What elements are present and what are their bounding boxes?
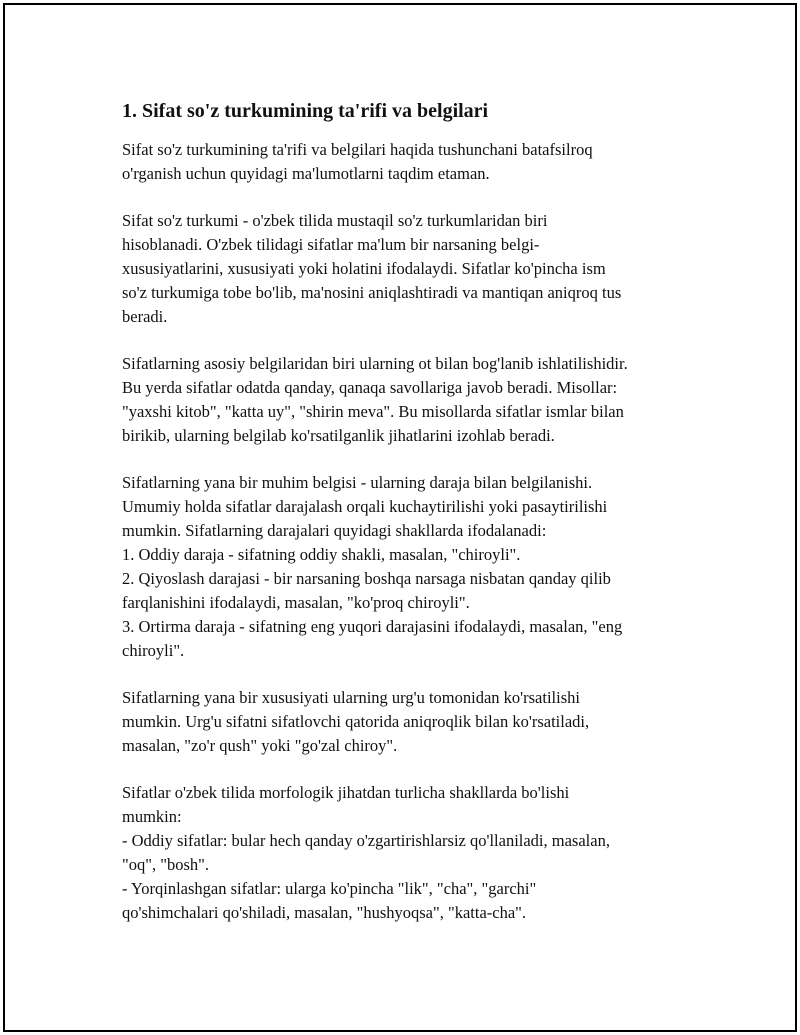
text-line: Sifatlar o'zbek tilida morfologik jihatdan turlicha shakllarda bo'lishi [122,783,570,802]
paragraph-list [122,138,722,925]
document-body [122,98,722,948]
text-line: 2. Qiyoslash darajasi - bir narsaning boshqa narsaga nisbatan qanday qilib [122,569,611,588]
text-line: birikib, ularning belgilab ko'rsatilganlik jihatlarini izohlab beradi. [122,426,555,445]
text-line: qo'shimchalari qo'shiladi, masalan, "hushyoqsa", "katta-cha". [122,903,527,922]
text-line: Sifat so'z turkumining ta'rifi va belgilari haqida tushunchani batafsilroq [122,140,593,159]
text-line: Sifatlarning yana bir muhim belgisi - ularning daraja bilan belgilanishi. [122,473,593,492]
paragraph [122,781,722,925]
paragraph [122,686,722,758]
paragraph [122,471,722,663]
text-line: beradi. [122,307,168,326]
page-frame [3,3,797,1032]
text-line: farqlanishini ifodalaydi, masalan, "ko'proq chiroyli". [122,593,470,612]
text-line: chiroyli". [122,641,185,660]
text-line: - Oddiy sifatlar: bular hech qanday o'zgartirishlarsiz qo'llaniladi, masalan, [122,831,610,850]
text-line: "yaxshi kitob", "katta uy", "shirin meva". Bu misollarda sifatlar ismlar bilan [122,402,624,421]
text-line: hisoblanadi. O'zbek tilidagi sifatlar ma'lum bir narsaning belgi- [122,235,540,254]
text-line: - Yorqinlashgan sifatlar: ularga ko'pincha "lik", "cha", "garchi" [122,879,537,898]
text-line: mumkin. Urg'u sifatni sifatlovchi qatorida aniqroqlik bilan ko'rsatiladi, [122,712,590,731]
text-line: so'z turkumiga tobe bo'lib, ma'nosini aniqlashtiradi va mantiqan aniqroq tus [122,283,622,302]
text-line: o'rganish uchun quyidagi ma'lumotlarni taqdim etaman. [122,164,490,183]
paragraph [122,209,722,329]
text-line: xususiyatlarini, xususiyati yoki holatini ifodalaydi. Sifatlar ko'pincha ism [122,259,606,278]
text-line: "oq", "bosh". [122,855,209,874]
text-line: Sifatlarning asosiy belgilaridan biri ularning ot bilan bog'lanib ishlatilishidir. [122,354,628,373]
text-line: mumkin. Sifatlarning darajalari quyidagi shakllarda ifodalanadi: [122,521,547,540]
text-line: Sifat so'z turkumi - o'zbek tilida mustaqil so'z turkumlaridan biri [122,211,548,230]
text-line: mumkin: [122,807,182,826]
text-line: Bu yerda sifatlar odatda qanday, qanaqa savollariga javob beradi. Misollar: [122,378,618,397]
text-line: masalan, "zo'r qush" yoki "go'zal chiroy". [122,736,398,755]
text-line: Umumiy holda sifatlar darajalash orqali kuchaytirilishi yoki pasaytirilishi [122,497,608,516]
text-line: Sifatlarning yana bir xususiyati ularning urg'u tomonidan ko'rsatilishi [122,688,580,707]
text-line: 3. Ortirma daraja - sifatning eng yuqori darajasini ifodalaydi, masalan, "eng [122,617,623,636]
section-title: 1. Sifat so'z turkumining ta'rifi va belgilari [122,100,489,122]
paragraph [122,138,722,186]
paragraph [122,352,722,448]
text-line: 1. Oddiy daraja - sifatning oddiy shakli, masalan, "chiroyli". [122,545,521,564]
